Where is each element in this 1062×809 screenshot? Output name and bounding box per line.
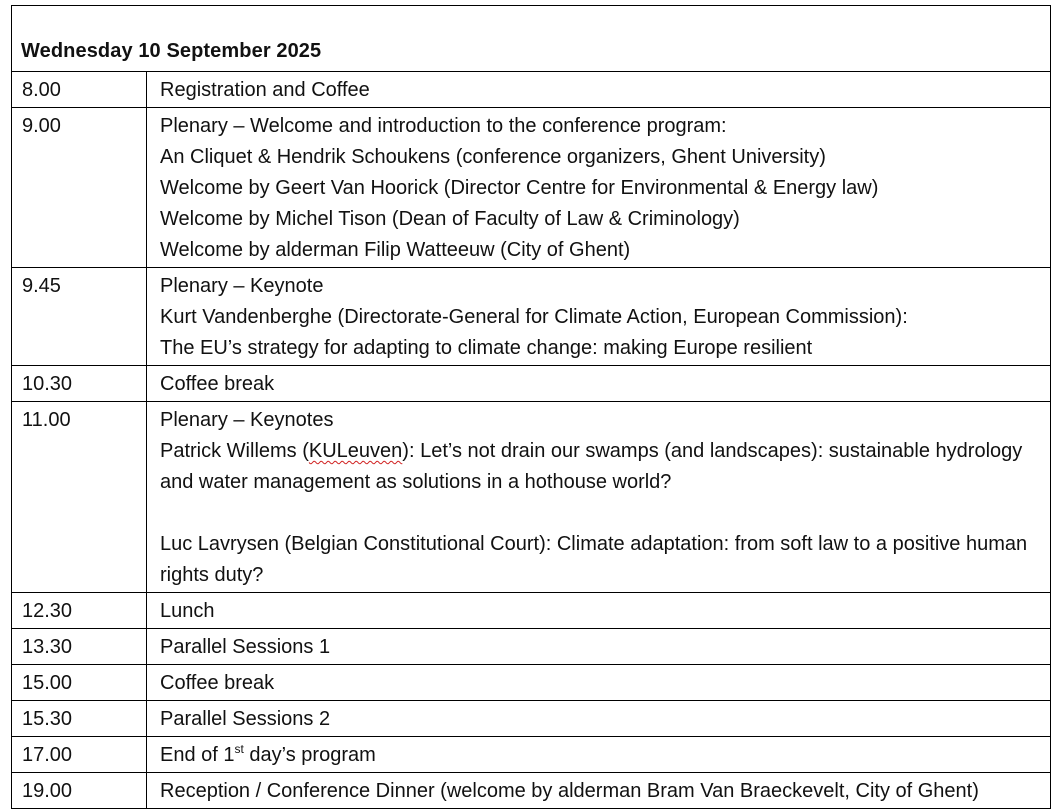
description-line: Coffee break	[160, 672, 275, 694]
description-cell	[147, 737, 1051, 773]
spellcheck-word: KULeuven	[308, 440, 403, 462]
description-cell	[147, 366, 1051, 402]
table-row	[12, 593, 1051, 629]
description-cell	[147, 268, 1051, 366]
description-cell	[147, 402, 1051, 593]
description-cell	[147, 593, 1051, 629]
description-line: Kurt Vandenberghe (Directorate-General for Climate Action, European Commission):	[160, 306, 908, 328]
talk-title: ): Let’s not drain our swamps (and landscapes): sustainable hydrology and water management as solutions in a hothouse world?	[160, 440, 1023, 493]
description-line: An Cliquet & Hendrik Schoukens (conference organizers, Ghent University)	[160, 146, 826, 168]
description-line: Welcome by Michel Tison (Dean of Faculty of Law & Criminology)	[160, 208, 740, 230]
description-line: Welcome by Geert Van Hoorick (Director Centre for Environmental & Energy law)	[160, 177, 879, 199]
description-line: Registration and Coffee	[160, 79, 370, 101]
day-title: Wednesday 10 September 2025	[21, 40, 322, 62]
description-line: Plenary – Welcome and introduction to the conference program:	[160, 115, 727, 137]
description-cell	[147, 773, 1051, 809]
description-cell	[147, 629, 1051, 665]
keynote-talk-1	[160, 436, 1044, 498]
time-cell: 17.00	[12, 737, 147, 773]
description-line: Plenary – Keynotes	[160, 409, 334, 431]
description-line: Parallel Sessions 1	[160, 636, 331, 658]
time-cell: 11.00	[12, 402, 147, 593]
table-row	[12, 629, 1051, 665]
time-cell: 19.00	[12, 773, 147, 809]
description-line	[160, 740, 1044, 771]
description-cell	[147, 108, 1051, 268]
description-line: Plenary – Keynote	[160, 275, 324, 297]
table-row	[12, 268, 1051, 366]
description-cell	[147, 72, 1051, 108]
table-row	[12, 72, 1051, 108]
table-row	[12, 108, 1051, 268]
table-row	[12, 701, 1051, 737]
description-line: Welcome by alderman Filip Watteeuw (City of Ghent)	[160, 239, 631, 261]
time-cell: 9.45	[12, 268, 147, 366]
time-cell: 9.00	[12, 108, 147, 268]
blank-line	[160, 498, 1044, 529]
description-line: Lunch	[160, 600, 215, 622]
description-text: day’s program	[243, 744, 376, 766]
table-row	[12, 402, 1051, 593]
description-line: Reception / Conference Dinner (welcome by alderman Bram Van Braeckevelt, City of Ghent)	[160, 780, 979, 802]
time-cell: 8.00	[12, 72, 147, 108]
description-cell	[147, 665, 1051, 701]
description-line: Coffee break	[160, 373, 275, 395]
table-row	[12, 366, 1051, 402]
time-cell: 13.30	[12, 629, 147, 665]
ordinal-suffix: st	[234, 742, 244, 756]
table-row	[12, 737, 1051, 773]
table-row	[12, 665, 1051, 701]
time-cell: 10.30	[12, 366, 147, 402]
time-cell: 15.00	[12, 665, 147, 701]
table-row	[12, 773, 1051, 809]
description-text: End of 1	[160, 744, 235, 766]
description-line: The EU’s strategy for adapting to climate change: making Europe resilient	[160, 337, 813, 359]
keynote-talk-2: Luc Lavrysen (Belgian Constitutional Court): Climate adaptation: from soft law to a positive human rights duty?	[160, 533, 1028, 586]
description-cell	[147, 701, 1051, 737]
time-cell: 15.30	[12, 701, 147, 737]
schedule-table	[11, 71, 1051, 809]
time-cell: 12.30	[12, 593, 147, 629]
description-line: Parallel Sessions 2	[160, 708, 331, 730]
talk-speaker: Patrick Willems (	[160, 440, 309, 462]
